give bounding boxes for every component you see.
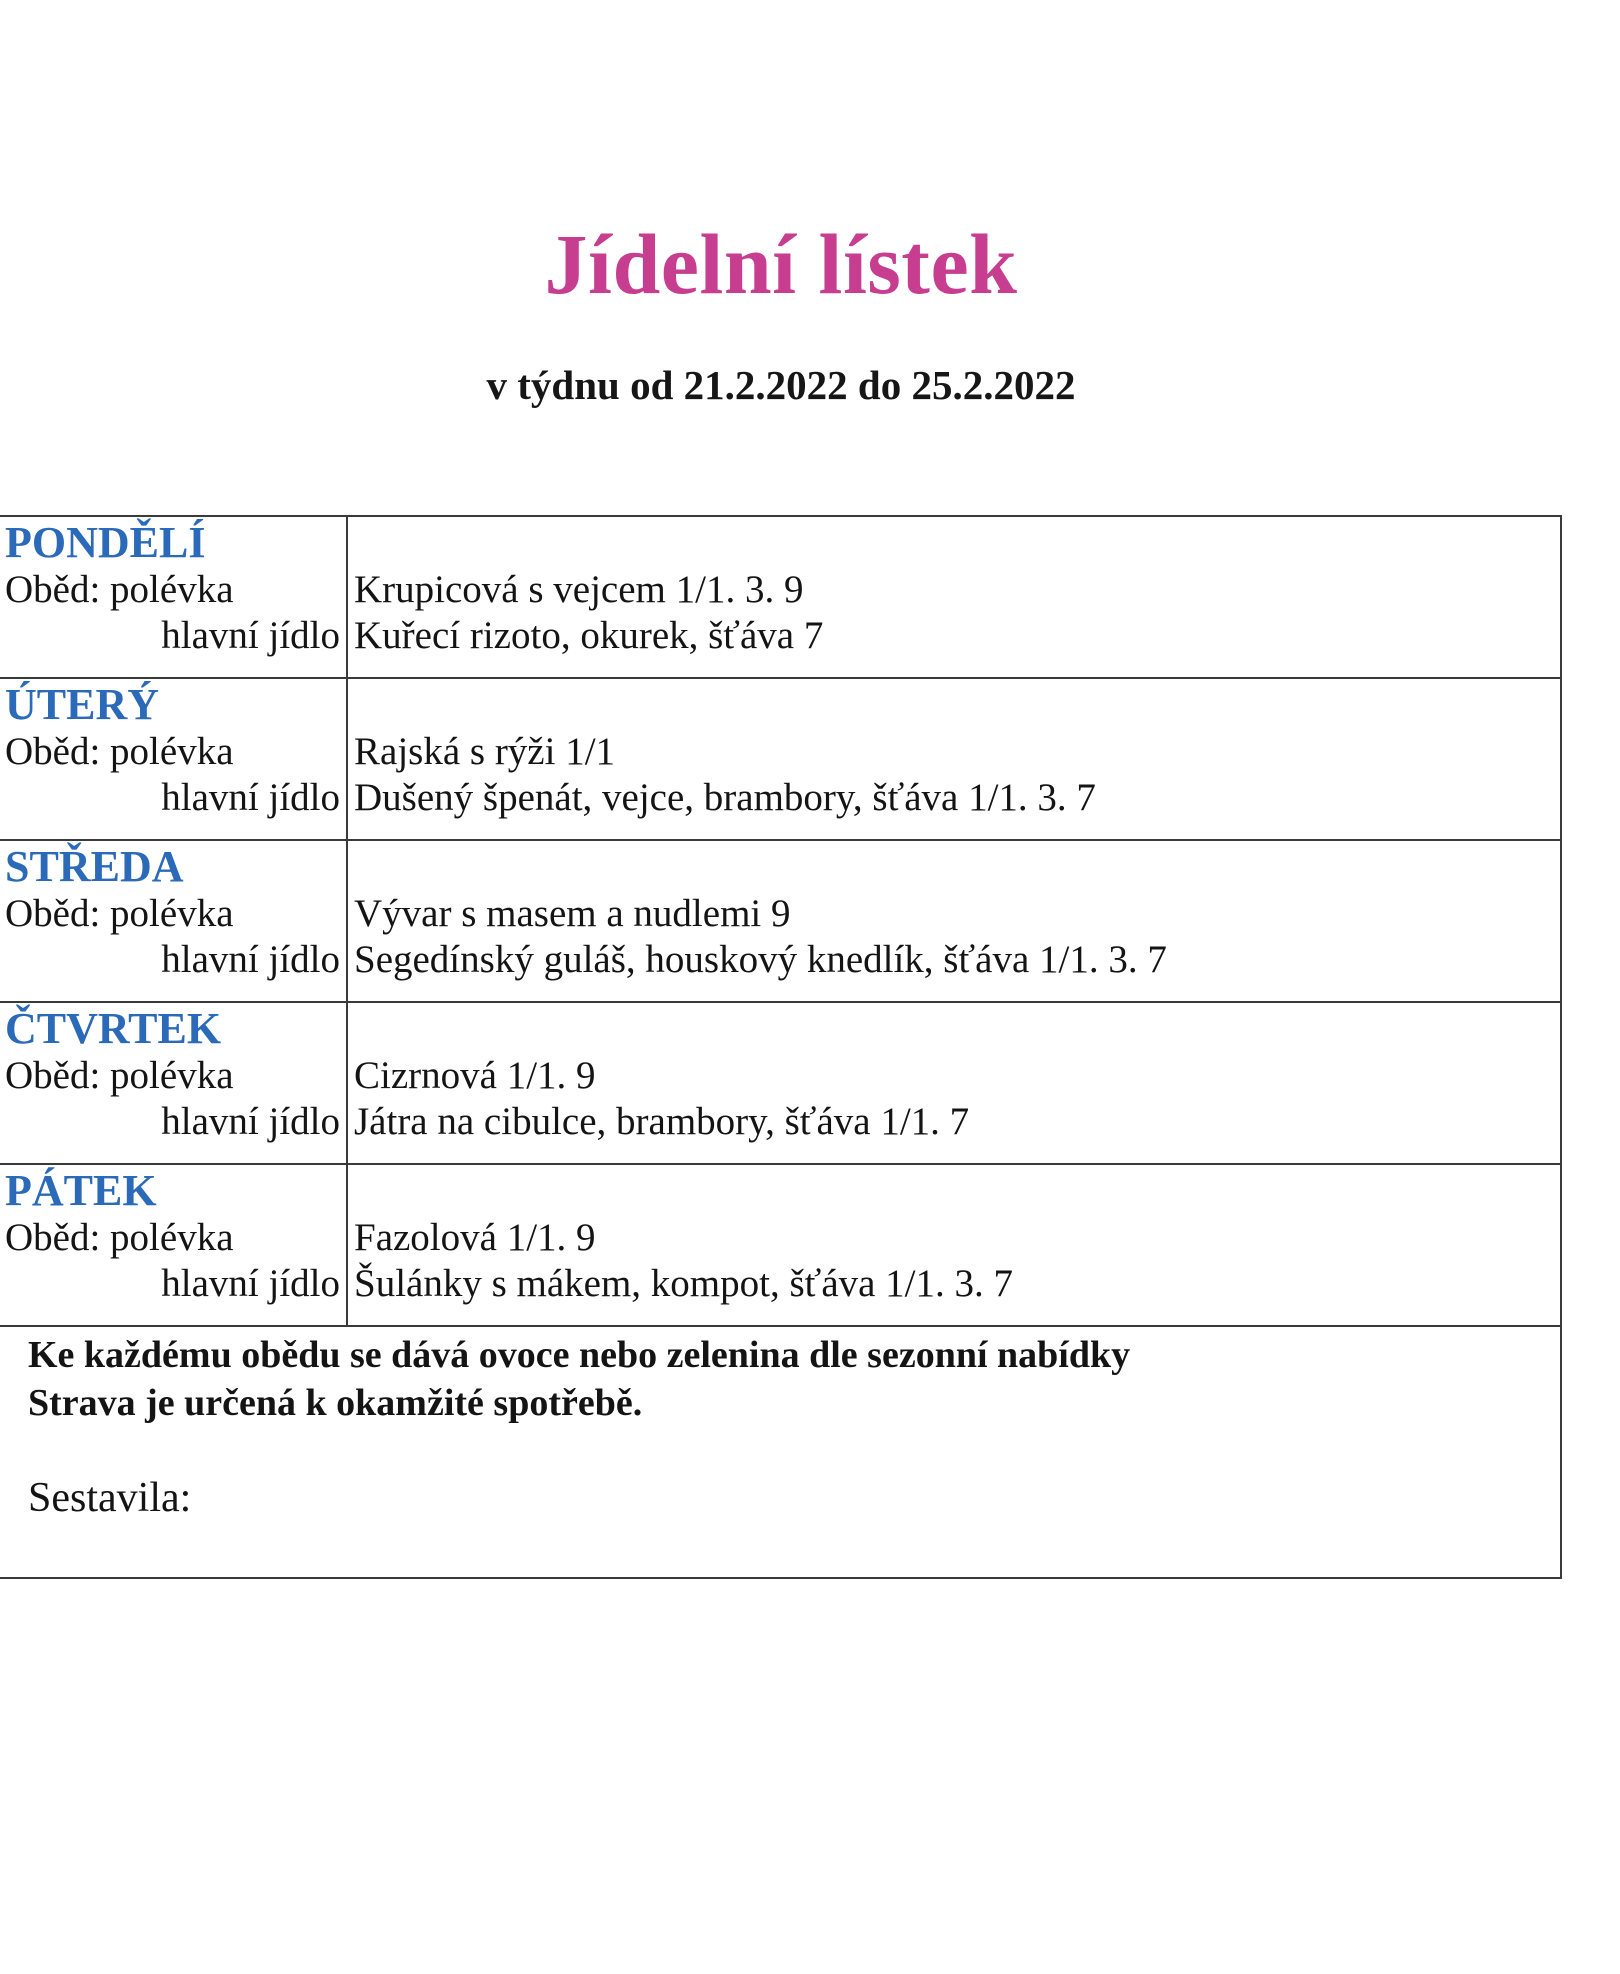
- soup-dish: Cizrnová 1/1. 9: [354, 1054, 596, 1097]
- day-name: STŘEDA: [5, 842, 184, 891]
- day-label-cell: [0, 678, 347, 840]
- dish-cell: [347, 840, 1561, 1002]
- main-dish: Šulánky s mákem, kompot, šťáva 1/1. 3. 7: [354, 1262, 1014, 1305]
- day-row-friday: [0, 1164, 1561, 1326]
- footer-row: [0, 1326, 1561, 1578]
- day-row-monday: [0, 516, 1561, 678]
- fruit-note: Ke každému obědu se dává ovoce nebo zelenina dle sezonní nabídky: [28, 1334, 1131, 1376]
- day-name: ČTVRTEK: [5, 1004, 222, 1053]
- dish-cell: [347, 1002, 1561, 1164]
- main-course-label: hlavní jídlo: [161, 1262, 340, 1305]
- soup-label: Oběd: polévka: [5, 730, 234, 773]
- main-course-label: hlavní jídlo: [161, 776, 340, 819]
- soup-label: Oběd: polévka: [5, 1216, 234, 1259]
- dish-cell: [347, 516, 1561, 678]
- footer-cell: [0, 1326, 1561, 1578]
- soup-dish: Rajská s rýži 1/1: [354, 730, 616, 773]
- main-dish: Segedínský guláš, houskový knedlík, šťáva 1/1. 3. 7: [354, 938, 1167, 981]
- day-row-wednesday: [0, 840, 1561, 1002]
- soup-dish: Vývar s masem a nudlemi 9: [354, 892, 791, 935]
- day-label-cell: [0, 516, 347, 678]
- soup-dish: Fazolová 1/1. 9: [354, 1216, 596, 1259]
- soup-label: Oběd: polévka: [5, 568, 234, 611]
- day-name: PONDĚLÍ: [5, 518, 206, 567]
- main-course-label: hlavní jídlo: [161, 1100, 340, 1143]
- day-row-tuesday: [0, 678, 1561, 840]
- main-dish: Kuřecí rizoto, okurek, šťáva 7: [354, 614, 824, 657]
- menu-table: [0, 515, 1562, 1579]
- day-label-cell: [0, 1164, 347, 1326]
- day-name: ÚTERÝ: [5, 680, 160, 729]
- main-course-label: hlavní jídlo: [161, 614, 340, 657]
- compiled-by-label: Sestavila:: [28, 1475, 192, 1521]
- date-range: v týdnu od 21.2.2022 do 25.2.2022: [486, 362, 1076, 408]
- day-label-cell: [0, 1002, 347, 1164]
- dish-cell: [347, 678, 1561, 840]
- main-dish: Dušený špenát, vejce, brambory, šťáva 1/1. 3. 7: [354, 776, 1096, 819]
- day-label-cell: [0, 840, 347, 1002]
- dish-cell: [347, 1164, 1561, 1326]
- soup-label: Oběd: polévka: [5, 892, 234, 935]
- main-dish: Játra na cibulce, brambory, šťáva 1/1. 7: [354, 1100, 970, 1143]
- page-title: Jídelní lístek: [544, 216, 1018, 312]
- day-row-thursday: [0, 1002, 1561, 1164]
- consumption-note: Strava je určená k okamžité spotřebě.: [28, 1382, 643, 1424]
- soup-dish: Krupicová s vejcem 1/1. 3. 9: [354, 568, 804, 611]
- soup-label: Oběd: polévka: [5, 1054, 234, 1097]
- day-name: PÁTEK: [5, 1166, 157, 1215]
- main-course-label: hlavní jídlo: [161, 938, 340, 981]
